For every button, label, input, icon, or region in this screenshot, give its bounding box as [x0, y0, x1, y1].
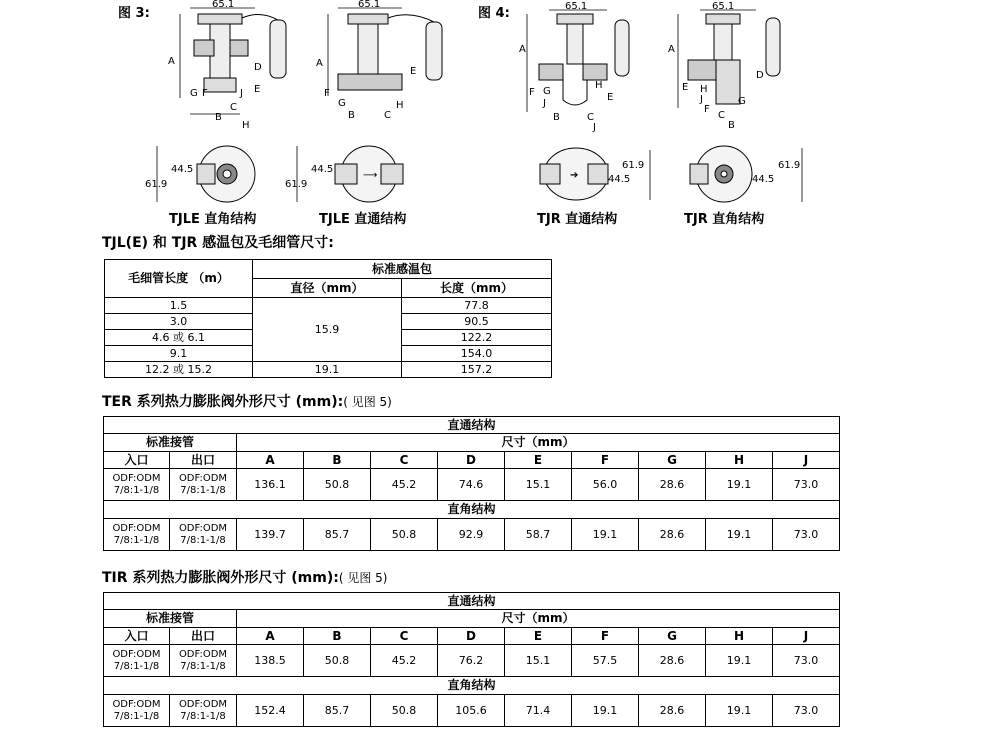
value-cell: 19.1 [706, 645, 773, 677]
dim-65-1-label: 65.1 [712, 1, 735, 12]
value-cell: 19.1 [572, 519, 639, 551]
value-cell: 138.5 [237, 645, 304, 677]
dim-b-label: B [215, 112, 222, 123]
dim-j-label: J [240, 88, 243, 99]
value-cell: 85.7 [304, 519, 371, 551]
tir-straight-label: 直通结构 [104, 593, 840, 610]
length-cell: 77.8 [402, 298, 552, 314]
value-cell: 50.8 [371, 695, 438, 727]
ter-dims-header: 尺寸（mm） [237, 434, 840, 452]
value-cell: 56.0 [572, 469, 639, 501]
dim-b-label: B [728, 120, 735, 131]
value-cell: 28.6 [639, 695, 706, 727]
dim-d-label: D [254, 62, 262, 73]
outlet-cell: ODF:ODM 7/8:1-1/8 [170, 645, 237, 677]
caption-tjr-angle: TJR 直角结构 [684, 212, 765, 227]
value-cell: 152.4 [237, 695, 304, 727]
dim-65-1-label: 65.1 [212, 0, 235, 10]
dim-c-label: C [230, 102, 237, 113]
diameter-header: 直径（mm） [253, 279, 402, 298]
dim-c-label: C [718, 110, 725, 121]
value-cell: 76.2 [438, 645, 505, 677]
ter-inlet-header: 入口 [104, 452, 170, 469]
tjr-angle-side-drawing [660, 0, 790, 130]
capillary-cell: 12.2 或 15.2 [105, 362, 253, 378]
value-cell: 19.1 [572, 695, 639, 727]
value-cell: 19.1 [706, 469, 773, 501]
dim-44-5-label: 44.5 [752, 174, 775, 185]
dim-a-label: A [316, 58, 323, 69]
standard-bulb-header: 标准感温包 [253, 260, 552, 279]
dim-d-label: D [756, 70, 764, 81]
value-cell: 92.9 [438, 519, 505, 551]
ter-outlet-header: 出口 [170, 452, 237, 469]
outlet-cell: ODF:ODM 7/8:1-1/8 [170, 519, 237, 551]
value-cell: 19.1 [706, 695, 773, 727]
ter-dimensions-table [103, 416, 840, 551]
tir-col-f: F [572, 628, 639, 645]
value-cell: 45.2 [371, 469, 438, 501]
caption-tjle-straight: TJLE 直通结构 [319, 212, 407, 227]
ter-section-title [102, 391, 392, 411]
tir-dims-header: 尺寸（mm） [237, 610, 840, 628]
dim-g-label: G [338, 98, 346, 109]
tjle-straight-side-drawing [310, 0, 450, 125]
dim-a-label: A [519, 44, 526, 55]
dim-65-1-label: 65.1 [565, 1, 588, 12]
dim-h-label: H [595, 80, 603, 91]
value-cell: 139.7 [237, 519, 304, 551]
dim-f-label: F [324, 88, 330, 99]
value-cell: 73.0 [773, 519, 840, 551]
value-cell: 50.8 [304, 469, 371, 501]
capillary-cell: 4.6 或 6.1 [105, 330, 253, 346]
dim-61-9-label: 61.9 [622, 160, 645, 171]
dim-f-label: F [529, 87, 535, 98]
bulb-capillary-table [104, 259, 552, 378]
figure-3-label: 图 3: [118, 6, 150, 21]
length-cell: 157.2 [402, 362, 552, 378]
value-cell: 28.6 [639, 469, 706, 501]
table-row [104, 519, 840, 551]
dim-j-label: J [543, 98, 546, 109]
ter-col-f: F [572, 452, 639, 469]
caption-tjle-angle: TJLE 直角结构 [169, 212, 257, 227]
ter-angle-label: 直角结构 [104, 501, 840, 519]
capillary-cell: 3.0 [105, 314, 253, 330]
table-row [104, 469, 840, 501]
inlet-cell: ODF:ODM 7/8:1-1/8 [104, 469, 170, 501]
value-cell: 50.8 [304, 645, 371, 677]
dim-61-9-label: 61.9 [145, 179, 168, 190]
tir-angle-label: 直角结构 [104, 677, 840, 695]
tir-std-conn-header: 标准接管 [104, 610, 237, 628]
flow-arrow-icon: ⟶ [363, 170, 378, 181]
caption-tjr-straight: TJR 直通结构 [537, 212, 618, 227]
tjle-angle-side-drawing [160, 0, 300, 135]
inlet-cell: ODF:ODM 7/8:1-1/8 [104, 519, 170, 551]
inlet-cell: ODF:ODM 7/8:1-1/8 [104, 695, 170, 727]
tir-col-g: G [639, 628, 706, 645]
value-cell: 15.1 [505, 645, 572, 677]
tir-section-title [102, 567, 388, 587]
value-cell: 45.2 [371, 645, 438, 677]
length-header: 长度（mm） [402, 279, 552, 298]
dim-g-label: G [190, 88, 198, 99]
dim-b-label: B [348, 110, 355, 121]
dim-a-label: A [168, 56, 175, 67]
value-cell: 73.0 [773, 695, 840, 727]
dim-44-5-label: 44.5 [171, 164, 194, 175]
dim-e-label: E [682, 82, 689, 93]
ter-col-c: C [371, 452, 438, 469]
dim-c-label: C [384, 110, 391, 121]
dim-j-label: J [700, 94, 703, 105]
tjr-angle-bottom-drawing [686, 142, 811, 210]
tjle-straight-bottom-drawing [285, 142, 415, 210]
dim-44-5-label: 44.5 [311, 164, 334, 175]
ter-straight-label: 直通结构 [104, 417, 840, 434]
outlet-cell: ODF:ODM 7/8:1-1/8 [170, 469, 237, 501]
length-cell: 122.2 [402, 330, 552, 346]
tir-outlet-header: 出口 [170, 628, 237, 645]
diameter-cell: 19.1 [253, 362, 402, 378]
figure-4-label: 图 4: [478, 6, 510, 21]
value-cell: 15.1 [505, 469, 572, 501]
tir-col-j: J [773, 628, 840, 645]
tir-dimensions-table [103, 592, 840, 727]
tir-title-text: TIR 系列热力膨胀阀外形尺寸 (mm): [102, 570, 339, 586]
dim-j-label-2: J [593, 122, 596, 133]
value-cell: 85.7 [304, 695, 371, 727]
dim-61-9-label: 61.9 [778, 160, 801, 171]
tjr-straight-side-drawing [515, 0, 635, 135]
capillary-length-header: 毛细管长度 （m） [105, 260, 253, 298]
dim-g-label: G [543, 86, 551, 97]
tjle-angle-bottom-drawing [145, 142, 270, 210]
dim-g-label: G [738, 96, 746, 107]
dim-h-label: H [242, 120, 250, 131]
value-cell: 28.6 [639, 645, 706, 677]
value-cell: 50.8 [371, 519, 438, 551]
dim-a-label: A [668, 44, 675, 55]
dim-61-9-label: 61.9 [285, 179, 308, 190]
value-cell: 136.1 [237, 469, 304, 501]
length-cell: 154.0 [402, 346, 552, 362]
ter-col-b: B [304, 452, 371, 469]
dim-h-label: H [700, 84, 708, 95]
tir-inlet-header: 入口 [104, 628, 170, 645]
table-row [104, 695, 840, 727]
tir-col-c: C [371, 628, 438, 645]
bulb-section-title: TJL(E) 和 TJR 感温包及毛细管尺寸: [102, 235, 334, 251]
tir-col-d: D [438, 628, 505, 645]
inlet-cell: ODF:ODM 7/8:1-1/8 [104, 645, 170, 677]
tir-col-b: B [304, 628, 371, 645]
value-cell: 28.6 [639, 519, 706, 551]
ter-title-note: ( 见图 5) [343, 395, 392, 409]
outlet-cell: ODF:ODM 7/8:1-1/8 [170, 695, 237, 727]
ter-std-conn-header: 标准接管 [104, 434, 237, 452]
value-cell: 19.1 [706, 519, 773, 551]
diameter-cell: 15.9 [253, 298, 402, 362]
tir-title-note: ( 见图 5) [338, 571, 388, 585]
tir-col-h: H [706, 628, 773, 645]
dim-65-1-label: 65.1 [358, 0, 381, 10]
dim-e-label: E [410, 66, 417, 77]
dim-e-label: E [607, 92, 614, 103]
value-cell: 71.4 [505, 695, 572, 727]
ter-title-text: TER 系列热力膨胀阀外形尺寸 (mm): [102, 394, 344, 410]
ter-col-g: G [639, 452, 706, 469]
dim-e-label: E [254, 84, 261, 95]
value-cell: 57.5 [572, 645, 639, 677]
value-cell: 74.6 [438, 469, 505, 501]
table-row [104, 645, 840, 677]
dim-f-label: F [202, 88, 208, 99]
tir-col-a: A [237, 628, 304, 645]
ter-col-a: A [237, 452, 304, 469]
dim-b-label: B [553, 112, 560, 123]
dim-f-label: F [704, 104, 710, 115]
value-cell: 58.7 [505, 519, 572, 551]
capillary-cell: 9.1 [105, 346, 253, 362]
ter-col-d: D [438, 452, 505, 469]
value-cell: 73.0 [773, 469, 840, 501]
capillary-cell: 1.5 [105, 298, 253, 314]
ter-col-j: J [773, 452, 840, 469]
dim-h-label: H [396, 100, 404, 111]
ter-col-h: H [706, 452, 773, 469]
value-cell: 73.0 [773, 645, 840, 677]
value-cell: 105.6 [438, 695, 505, 727]
dim-c-label: C [587, 112, 594, 123]
dim-44-5-label: 44.5 [608, 174, 631, 185]
flow-arrow-icon: ➔ [570, 170, 579, 181]
tir-col-e: E [505, 628, 572, 645]
length-cell: 90.5 [402, 314, 552, 330]
tjr-straight-bottom-drawing [530, 142, 655, 210]
ter-col-e: E [505, 452, 572, 469]
